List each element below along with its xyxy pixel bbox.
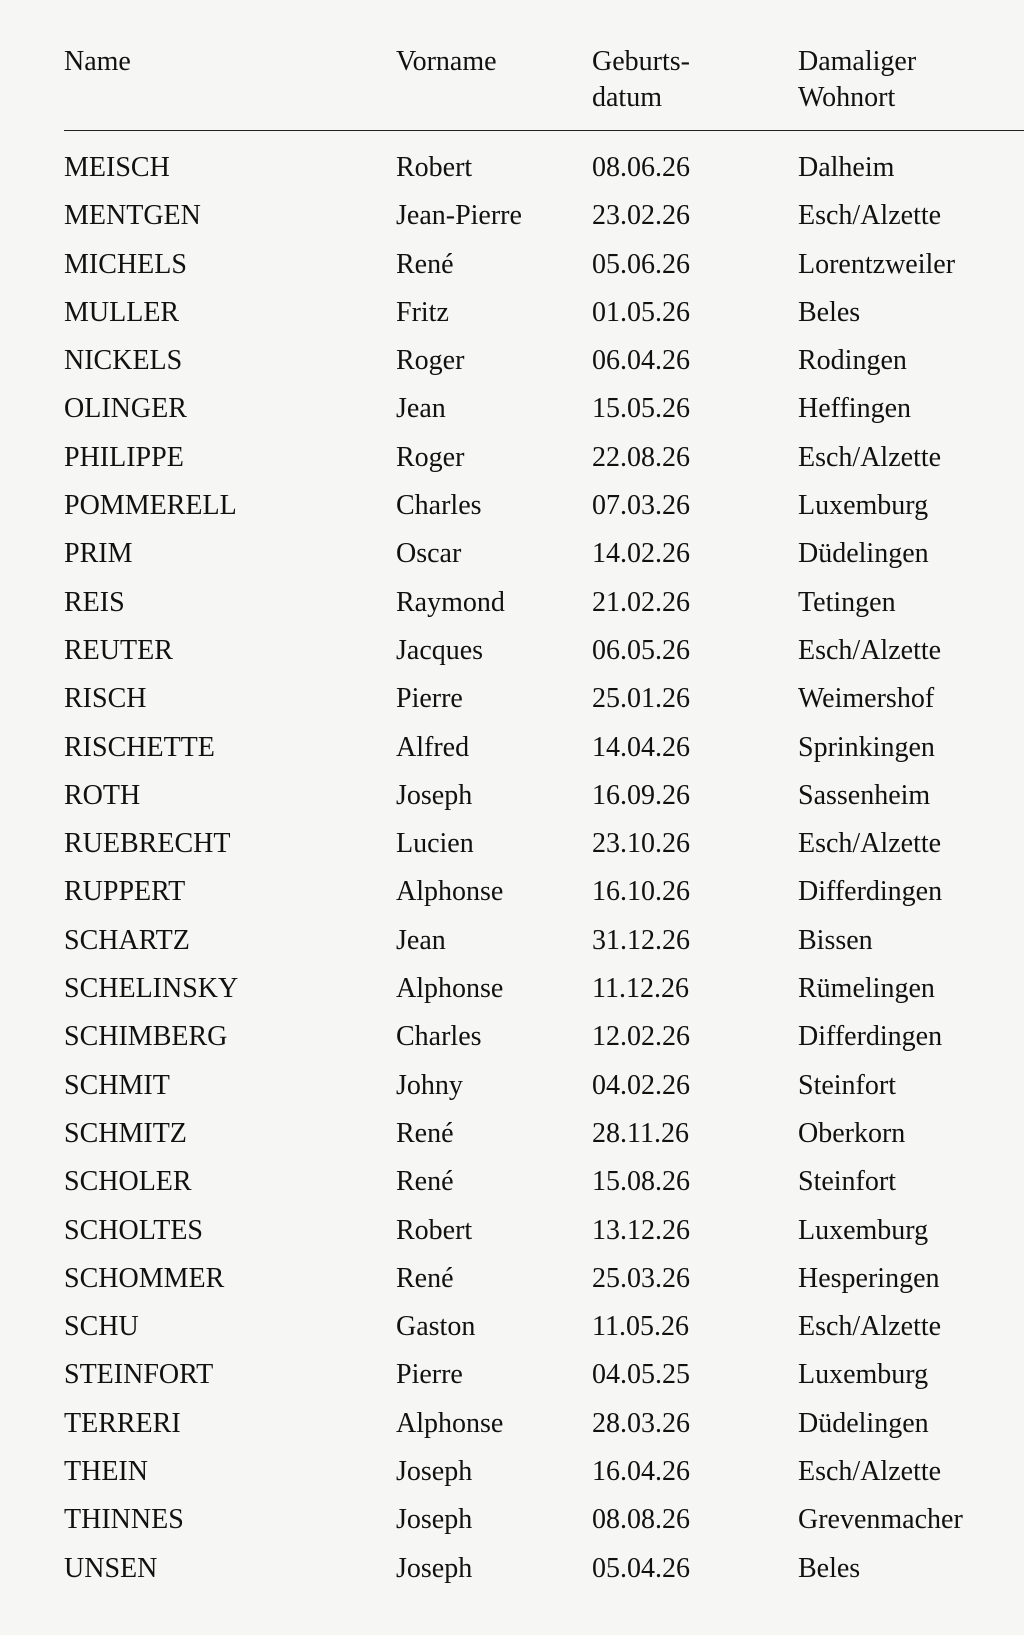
cell-name: RUPPERT <box>64 876 186 908</box>
cell-name: STEINFORT <box>64 1359 214 1391</box>
table-row <box>0 534 1024 582</box>
cell-name: POMMERELL <box>64 490 237 522</box>
cell-geburtsdatum: 21.02.26 <box>592 586 690 618</box>
table-row <box>0 1549 1024 1597</box>
cell-name: PRIM <box>64 538 133 570</box>
cell-wohnort: Esch/Alzette <box>798 828 942 860</box>
table-row <box>0 1355 1024 1403</box>
cell-vorname: Lucien <box>396 828 474 860</box>
cell-wohnort: Luxemburg <box>798 490 929 522</box>
cell-wohnort: Esch/Alzette <box>798 200 942 232</box>
cell-name: OLINGER <box>64 393 187 425</box>
cell-wohnort: Steinfort <box>798 1166 896 1198</box>
cell-geburtsdatum: 15.08.26 <box>592 1166 690 1198</box>
cell-vorname: Fritz <box>396 296 449 328</box>
table-row <box>0 1211 1024 1259</box>
table-row <box>0 1162 1024 1210</box>
cell-vorname: René <box>396 248 454 280</box>
cell-vorname: René <box>396 1117 454 1149</box>
cell-wohnort: Differdingen <box>798 1021 943 1053</box>
cell-wohnort: Differdingen <box>798 876 943 908</box>
cell-geburtsdatum: 07.03.26 <box>592 490 690 522</box>
cell-name: MICHELS <box>64 248 187 280</box>
table-row <box>0 1259 1024 1307</box>
cell-name: SCHIMBERG <box>64 1021 228 1053</box>
cell-wohnort: Luxemburg <box>798 1359 929 1391</box>
header-wohnort <box>798 44 916 116</box>
cell-vorname: Robert <box>396 152 473 183</box>
cell-wohnort: Esch/Alzette <box>798 1456 942 1488</box>
table-row <box>0 1017 1024 1065</box>
header-rule <box>64 130 1024 131</box>
cell-name: TERRERI <box>64 1407 181 1439</box>
cell-geburtsdatum: 23.10.26 <box>592 828 690 860</box>
cell-geburtsdatum: 04.05.25 <box>592 1359 690 1391</box>
cell-wohnort: Steinfort <box>798 1069 896 1101</box>
cell-wohnort: Grevenmacher <box>798 1504 963 1536</box>
table-row <box>0 1114 1024 1162</box>
cell-vorname: Robert <box>396 1214 473 1246</box>
cell-vorname: Joseph <box>396 779 473 811</box>
cell-name: SCHMITZ <box>64 1117 187 1149</box>
table-row <box>0 824 1024 872</box>
cell-wohnort: Rümelingen <box>798 973 935 1005</box>
cell-wohnort: Düdelingen <box>798 1407 929 1439</box>
cell-wohnort: Beles <box>798 296 861 328</box>
table-row <box>0 1066 1024 1114</box>
cell-vorname: Alfred <box>396 731 470 763</box>
cell-vorname: Jean-Pierre <box>396 200 522 232</box>
cell-name: PHILIPPE <box>64 441 184 473</box>
cell-name: RUEBRECHT <box>64 828 231 860</box>
cell-name: SCHOLER <box>64 1166 192 1198</box>
cell-geburtsdatum: 16.04.26 <box>592 1456 690 1488</box>
cell-geburtsdatum: 31.12.26 <box>592 924 690 956</box>
cell-name: RISCH <box>64 683 147 715</box>
cell-name: UNSEN <box>64 1552 158 1584</box>
cell-geburtsdatum: 28.03.26 <box>592 1407 690 1439</box>
cell-wohnort: Esch/Alzette <box>798 1311 942 1343</box>
table-row <box>0 148 1024 196</box>
cell-geburtsdatum: 05.06.26 <box>592 248 690 280</box>
cell-wohnort: Düdelingen <box>798 538 929 570</box>
cell-name: NICKELS <box>64 345 183 377</box>
table-row <box>0 1452 1024 1500</box>
cell-geburtsdatum: 25.03.26 <box>592 1262 690 1294</box>
table-header <box>0 44 1024 124</box>
cell-wohnort: Bissen <box>798 924 873 956</box>
cell-geburtsdatum: 06.04.26 <box>592 345 690 377</box>
cell-name: MENTGEN <box>64 200 201 232</box>
cell-wohnort: Hesperingen <box>798 1262 940 1294</box>
table-row <box>0 631 1024 679</box>
cell-name: SCHMIT <box>64 1069 170 1101</box>
table-row <box>0 196 1024 244</box>
cell-wohnort: Luxemburg <box>798 1214 929 1246</box>
cell-geburtsdatum: 14.02.26 <box>592 538 690 570</box>
cell-name: ROTH <box>64 779 141 811</box>
cell-wohnort: Sassenheim <box>798 779 931 811</box>
cell-vorname: Jean <box>396 924 446 956</box>
cell-vorname: Alphonse <box>396 973 504 1005</box>
cell-geburtsdatum: 13.12.26 <box>592 1214 690 1246</box>
cell-vorname: Oscar <box>396 538 462 570</box>
table-row <box>0 969 1024 1017</box>
cell-geburtsdatum: 11.12.26 <box>592 973 689 1005</box>
table-row <box>0 1500 1024 1548</box>
cell-geburtsdatum: 23.02.26 <box>592 200 690 232</box>
cell-vorname: René <box>396 1262 454 1294</box>
table-row <box>0 679 1024 727</box>
cell-vorname: Roger <box>396 441 465 473</box>
cell-geburtsdatum: 12.02.26 <box>592 1021 690 1053</box>
table-row <box>0 389 1024 437</box>
cell-geburtsdatum: 04.02.26 <box>592 1069 690 1101</box>
cell-geburtsdatum: 16.10.26 <box>592 876 690 908</box>
cell-name: SCHELINSKY <box>64 973 239 1005</box>
cell-vorname: Joseph <box>396 1504 473 1536</box>
header-wohnort-text: Damaliger Wohnort <box>798 46 917 113</box>
cell-wohnort: Heffingen <box>798 393 911 425</box>
cell-geburtsdatum: 08.06.26 <box>592 152 690 183</box>
cell-wohnort: Dalheim <box>798 152 895 183</box>
cell-wohnort: Beles <box>798 1552 861 1584</box>
table-row <box>0 776 1024 824</box>
cell-vorname: Jean <box>396 393 446 425</box>
cell-geburtsdatum: 14.04.26 <box>592 731 690 763</box>
table-row <box>0 728 1024 776</box>
cell-name: SCHU <box>64 1311 139 1343</box>
cell-geburtsdatum: 16.09.26 <box>592 779 690 811</box>
table-row <box>0 245 1024 293</box>
cell-name: MULLER <box>64 296 180 328</box>
cell-geburtsdatum: 01.05.26 <box>592 296 690 328</box>
cell-name: SCHOMMER <box>64 1262 225 1294</box>
cell-geburtsdatum: 08.08.26 <box>592 1504 690 1536</box>
cell-vorname: René <box>396 1166 454 1198</box>
table-row <box>0 1307 1024 1355</box>
cell-name: THEIN <box>64 1456 148 1488</box>
cell-name: MEISCH <box>64 152 170 183</box>
cell-geburtsdatum: 06.05.26 <box>592 634 690 666</box>
cell-vorname: Pierre <box>396 1359 463 1391</box>
table-row <box>0 583 1024 631</box>
header-name: Name <box>64 46 131 77</box>
cell-geburtsdatum: 22.08.26 <box>592 441 690 473</box>
header-geburtsdatum-text: Geburts- datum <box>592 46 690 113</box>
table-row <box>0 1404 1024 1452</box>
cell-vorname: Alphonse <box>396 876 504 908</box>
header-vorname: Vorname <box>396 46 497 77</box>
cell-vorname: Roger <box>396 345 465 377</box>
table-row <box>0 921 1024 969</box>
cell-geburtsdatum: 05.04.26 <box>592 1552 690 1584</box>
cell-wohnort: Weimershof <box>798 683 935 715</box>
cell-wohnort: Esch/Alzette <box>798 441 942 473</box>
table-row <box>0 872 1024 920</box>
cell-wohnort: Rodingen <box>798 345 907 377</box>
cell-wohnort: Lorentzweiler <box>798 248 956 280</box>
cell-geburtsdatum: 11.05.26 <box>592 1311 689 1343</box>
cell-vorname: Joseph <box>396 1456 473 1488</box>
table-row <box>0 341 1024 389</box>
cell-name: THINNES <box>64 1504 184 1536</box>
cell-wohnort: Esch/Alzette <box>798 634 942 666</box>
cell-wohnort: Sprinkingen <box>798 731 935 763</box>
cell-vorname: Johny <box>396 1069 463 1101</box>
cell-vorname: Joseph <box>396 1552 473 1584</box>
cell-name: REUTER <box>64 634 173 666</box>
cell-name: SCHOLTES <box>64 1214 204 1246</box>
cell-vorname: Jacques <box>396 634 484 666</box>
cell-vorname: Gaston <box>396 1311 476 1343</box>
cell-name: SCHARTZ <box>64 924 190 956</box>
table-row <box>0 293 1024 341</box>
table-body <box>0 148 1024 1597</box>
table-row <box>0 438 1024 486</box>
cell-vorname: Charles <box>396 1021 482 1053</box>
cell-wohnort: Oberkorn <box>798 1117 906 1149</box>
table-row <box>0 486 1024 534</box>
cell-wohnort: Tetingen <box>798 586 896 618</box>
cell-geburtsdatum: 28.11.26 <box>592 1117 689 1149</box>
cell-vorname: Charles <box>396 490 482 522</box>
cell-name: REIS <box>64 586 125 618</box>
cell-geburtsdatum: 15.05.26 <box>592 393 690 425</box>
cell-vorname: Pierre <box>396 683 463 715</box>
cell-name: RISCHETTE <box>64 731 215 763</box>
cell-vorname: Raymond <box>396 586 505 618</box>
cell-vorname: Alphonse <box>396 1407 504 1439</box>
header-geburtsdatum <box>592 44 690 116</box>
cell-geburtsdatum: 25.01.26 <box>592 683 690 715</box>
